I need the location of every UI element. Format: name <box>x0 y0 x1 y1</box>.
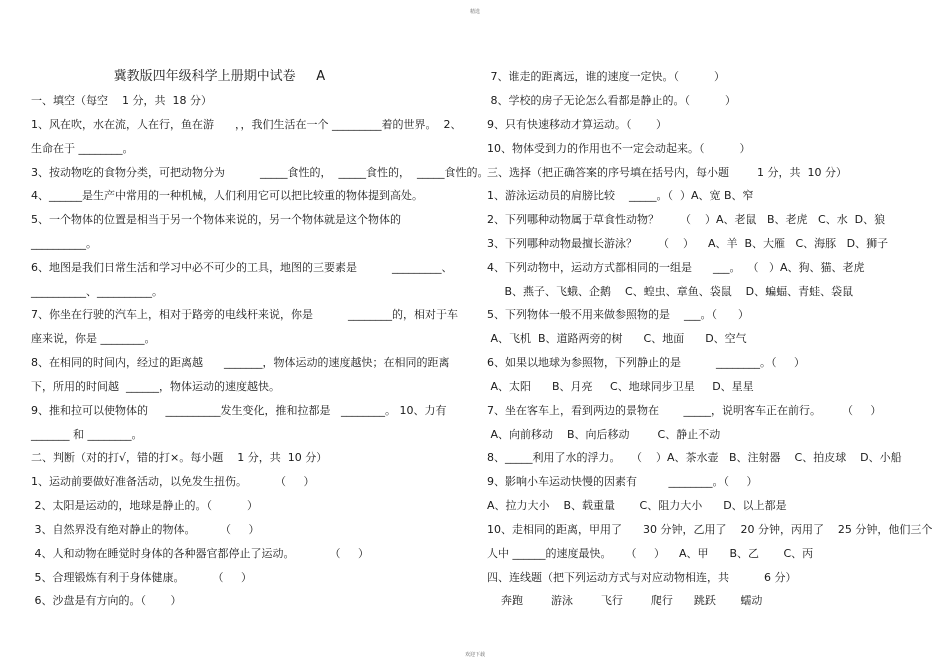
text-line: 4、下列动物中，运动方式都相同的一组是 ___。 （ ）A、狗、猫、老虎 <box>487 261 865 274</box>
section-true-false-heading: 二、判断（对的打√，错的打×。每小题 1 分，共 10 分） <box>31 451 328 464</box>
text-line: 生命在于 ________。 <box>31 142 134 155</box>
text-line: 奔跑 游泳 飞行 爬行 跳跃 蠕动 <box>487 594 763 607</box>
text-line: 6、沙盘是有方向的。（ ） <box>31 594 182 607</box>
section-fill-blank-heading: 一、填空（每空 1 分，共 18 分） <box>31 94 212 107</box>
text-line: _______ 和 ________。 <box>31 428 143 441</box>
text-line: 5、一个物体的位置是相当于另一个物体来说的，另一个物体就是这个物体的 <box>31 213 401 226</box>
text-line: 1、运动前要做好准备活动，以免发生扭伤。 （ ） <box>31 475 315 488</box>
text-line: 3、按动物吃的食物分类，可把动物分为 _____食性的， _____食性的， _____食性的。 <box>31 166 489 179</box>
text-line: 4、______是生产中常用的一种机械，人们利用它可以把比较重的物体提到高处。 <box>31 189 423 202</box>
text-line: A、拉力大小 B、载重量 C、阻力大小 D、以上都是 <box>487 499 787 512</box>
text-line: 5、合理锻炼有利于身体健康。 （ ） <box>31 571 252 584</box>
page-header: 精选 <box>469 9 480 15</box>
text-line: A、向前移动 B、向后移动 C、静止不动 <box>487 428 721 441</box>
text-line: 3、自然界没有绝对静止的物体。 （ ） <box>31 523 260 536</box>
text-line: 下，所用的时间越 ______，物体运动的速度越快。 <box>31 380 280 393</box>
text-line: 1、游泳运动员的肩膀比较 _____。（ ）A、宽 B、窄 <box>487 189 754 202</box>
text-line: 10、物体受到力的作用也不一定会动起来。（ ） <box>487 142 751 155</box>
text-line: 6、如果以地球为参照物，下列静止的是 ________。（ ） <box>487 356 805 369</box>
text-line: 7、坐在客车上，看到两边的景物在 _____，说明客车正在前行。 （ ） <box>487 404 882 417</box>
exam-title: 冀教版四年级科学上册期中试卷 A <box>31 69 326 84</box>
text-line: 3、下列哪种动物最擅长游泳？ （ ） A、羊 B、大雁 C、海豚 D、狮子 <box>487 237 889 250</box>
section-choice-heading: 三、选择（把正确答案的序号填在括号内，每小题 1 分，共 10 分） <box>487 166 847 179</box>
text-line: 9、只有快速移动才算运动。（ ） <box>487 118 667 131</box>
text-line: 2、太阳是运动的，地球是静止的。（ ） <box>31 499 258 512</box>
text-line: 8、学校的房子无论怎么看都是静止的。（ ） <box>487 94 736 107</box>
text-line: 7、谁走的距离远，谁的速度一定快。（ ） <box>487 70 725 83</box>
text-line: A、太阳 B、月亮 C、地球同步卫星 D、星星 <box>487 380 754 393</box>
text-line: 座来说，你是 ________。 <box>31 332 156 345</box>
text-line: 5、下列物体一般不用来做参照物的是 ___。（ ） <box>487 308 749 321</box>
text-line: 8、在相同的时间内，经过的距离越 _______，物体运动的速度越快；在相同的距离 <box>31 356 450 369</box>
section-matching-heading: 四、连线题（把下列运动方式与对应动物相连，共 6 分） <box>487 571 797 584</box>
text-line: 人中 ______的速度最快。 （ ） A、甲 B、乙 C、丙 <box>487 547 814 560</box>
text-line: 8、_____利用了水的浮力。 （ ）A、茶水壶 B、注射器 C、拍皮球 D、小船 <box>487 451 902 464</box>
text-line: 10、走相同的距离，甲用了 30 分钟，乙用了 20 分钟，丙用了 25 分钟，他们三个 <box>487 523 933 536</box>
text-line: 9、影响小车运动快慢的因素有 ________。（ ） <box>487 475 758 488</box>
text-line: __________。 <box>31 237 97 250</box>
text-line: 4、人和动物在睡觉时身体的各种器官都停止了运动。 （ ） <box>31 547 369 560</box>
text-line: 9、推和拉可以使物体的 __________发生变化，推和拉都是 ________。 10、力有 <box>31 404 447 417</box>
text-line: 6、地图是我们日常生活和学习中必不可少的工具，地图的三要素是 _________、 <box>31 261 453 274</box>
text-line: 1、风在吹，水在流，人在行，鱼在游 ，，我们生活在一个 _________着的世界。 2、 <box>31 118 462 131</box>
page-footer: 欢迎下载 <box>464 652 485 658</box>
text-line: A、飞机 B、道路两旁的树 C、地面 D、空气 <box>487 332 747 345</box>
text-line: B、燕子、飞蛾、企鹅 C、蝗虫、章鱼、袋鼠 D、蝙蝠、青蛙、袋鼠 <box>487 285 854 298</box>
text-line: 2、下列哪种动物属于草食性动物？ （ ）A、老鼠 B、老虎 C、水 D、狼 <box>487 213 886 226</box>
text-line: 7、你坐在行驶的汽车上，相对于路旁的电线杆来说，你是 ________的，相对于车 <box>31 308 458 321</box>
text-line: __________、__________。 <box>31 285 163 298</box>
